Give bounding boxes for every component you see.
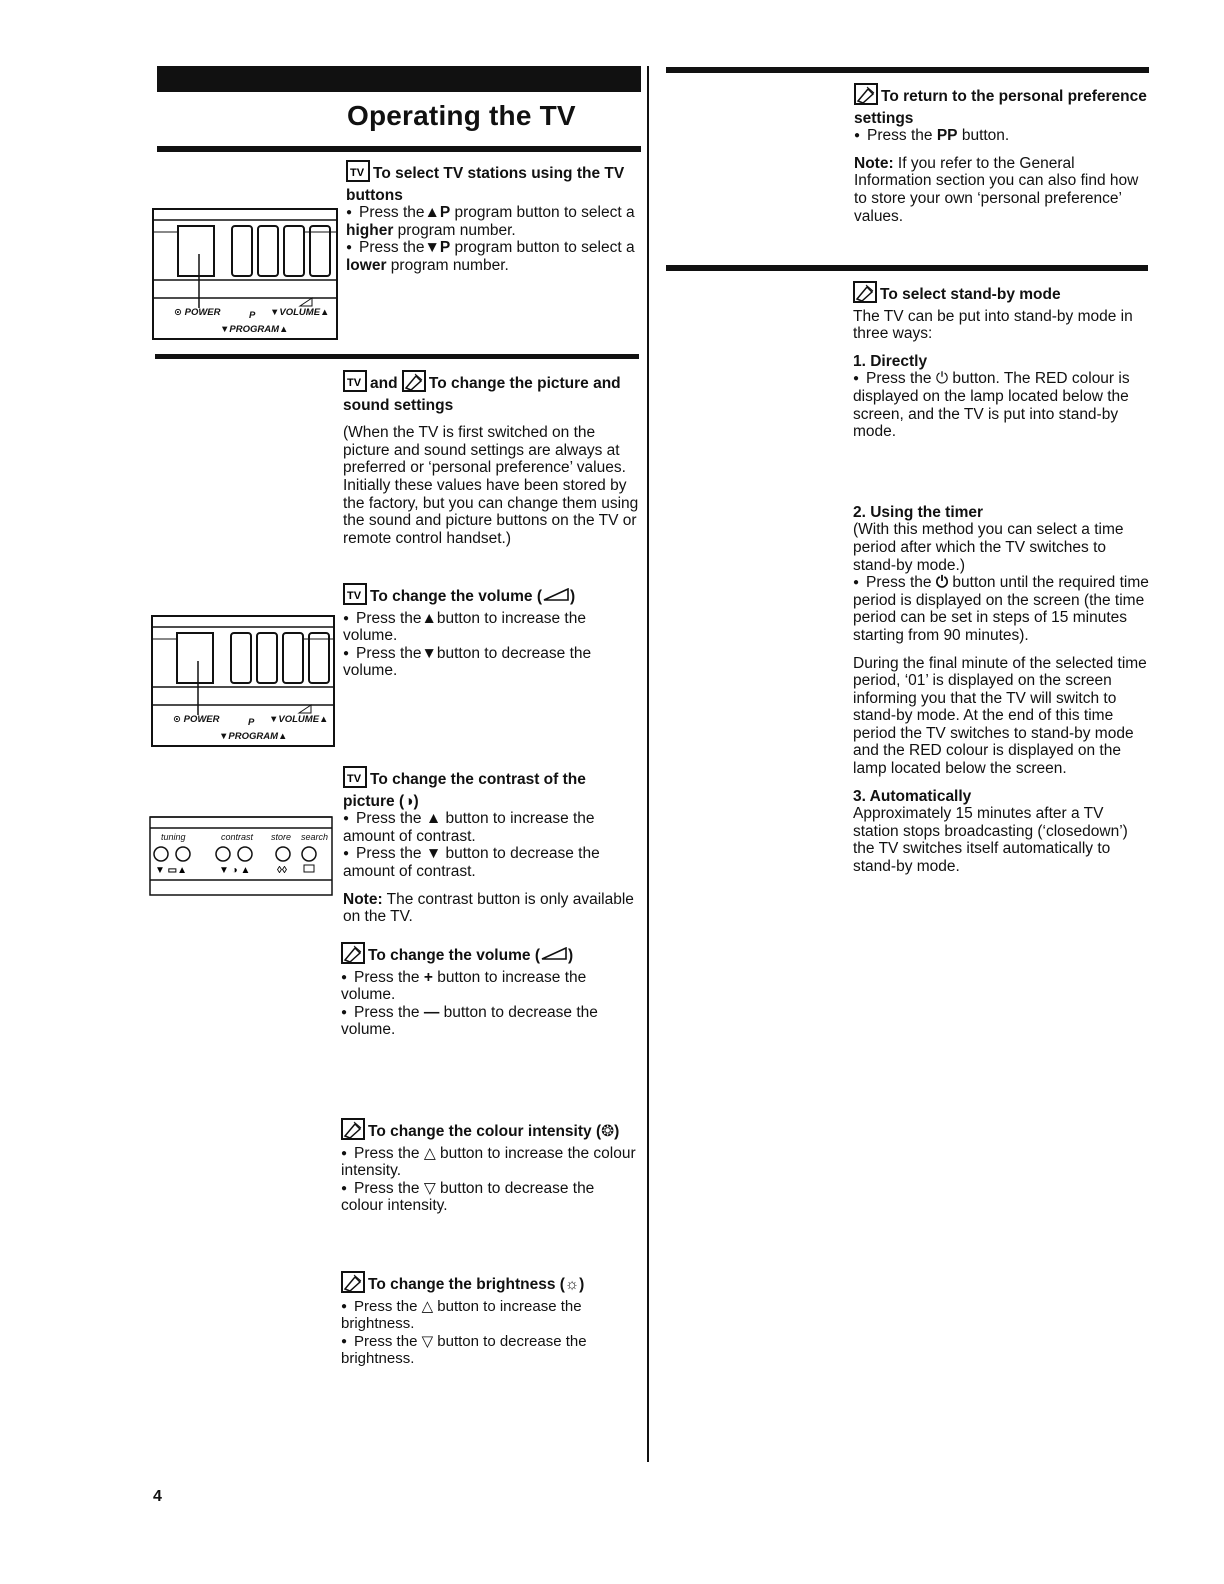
standby-timer-step: ● Press the ⏻ button until the required time period is displayed on the screen (the time period can be set in steps of 15 minutes starting from 90 minutes). [853, 574, 1149, 644]
standby-timer-title: 2. Using the timer [853, 503, 984, 521]
tv-set-icon [343, 583, 367, 610]
standby-auto-text: Approximately 15 minutes after a TV station stops broadcasting (‘closedown’) the TV switches itself automatically to stand-by mode. [853, 805, 1128, 876]
colour-step-2: ● Press the ▽ button to decrease the colour intensity. [341, 1180, 639, 1215]
volume-tv-step-1: ● Press the▲button to increase the volume. [343, 610, 639, 645]
p-label: P [249, 310, 256, 321]
control-label-search: search [301, 832, 329, 842]
volume-label: ▼VOLUME▲ [270, 307, 330, 318]
header-bar-right [666, 67, 1149, 73]
colour-symbol-icon: (❂) [595, 1123, 620, 1140]
brightness-step-2: ● Press the ▽ button to decrease the brightness. [341, 1333, 639, 1368]
section-picture-sound [343, 370, 639, 547]
power-label-icon: ⊙ POWER [173, 714, 220, 725]
contrast-note: Note: The contrast button is only available on the TV. [343, 890, 634, 926]
volume-remote-step-2: ● Press the — button to decrease the volume. [341, 1004, 639, 1039]
tv-panel-drawing [152, 208, 338, 340]
standby-timer-intro: (With this method you can select a time period after which the TV switches to stand-by mode.) [853, 521, 1124, 574]
standby-auto-title: 3. Automatically [853, 787, 972, 805]
svg-text:TV: TV [347, 773, 362, 785]
standby-directly-title: 1. Directly [853, 352, 928, 370]
volume-symbol-icon: ( ) [536, 588, 576, 605]
tv-set-icon [343, 766, 367, 793]
svg-text:◊◊: ◊◊ [277, 865, 287, 876]
remote-control-icon [341, 1271, 365, 1298]
svg-text:▼ ◑ ▲: ▼ ◑ ▲ [219, 865, 251, 876]
section-divider-1 [155, 354, 639, 359]
section-personal-preference [854, 83, 1150, 225]
heading-colour: To change the colour intensity (❂) [341, 1118, 639, 1145]
contrast-step-2: ● Press the ▼ button to decrease the amount of contrast. [343, 845, 639, 880]
section-contrast [343, 766, 639, 926]
control-strip-drawing [149, 816, 333, 896]
volume-remote-step-1: ● Press the + button to increase the volume. [341, 969, 639, 1004]
standby-directly-step: ● Press the ⏻ button. The RED colour is displayed on the lamp located below the screen, and the TV is put into stand-by mode. [853, 370, 1149, 440]
section-volume-tv [343, 583, 639, 680]
tv-front-panel-diagram [152, 208, 338, 340]
remote-control-icon [853, 281, 877, 308]
remote-control-icon [402, 370, 426, 397]
section-brightness [341, 1271, 639, 1368]
heading-contrast: TV To change the contrast of the picture (◑) [343, 766, 639, 810]
column-divider [647, 66, 649, 1462]
page-number: 4 [153, 1488, 162, 1505]
section-volume-remote [341, 942, 639, 1039]
personal-preference-step: ● Press the PP button. [854, 127, 1150, 145]
tv-set-icon [346, 160, 370, 187]
contrast-symbol-icon: (◑) [399, 792, 419, 810]
program-label: ▼PROGRAM▲ [219, 731, 288, 742]
control-label-store: store [271, 832, 292, 842]
brightness-step-1: ● Press the △ button to increase the brightness. [341, 1298, 639, 1333]
section-divider-right [666, 265, 1148, 271]
svg-text:TV: TV [350, 167, 365, 179]
tv-set-icon [343, 370, 367, 397]
standby-final-minute: During the final minute of the selected time period, ‘01’ is displayed on the screen informing you that the TV will switch to stand-by mode. At the end of this time period the TV switches to stand-by mode and the RED colour is displayed on the lamp located below the screen. [853, 654, 1147, 778]
control-strip-diagram [149, 816, 333, 896]
p-label: P [248, 717, 255, 728]
remote-control-icon [341, 942, 365, 969]
heading-brightness: To change the brightness (☼) [341, 1271, 639, 1298]
tv-panel-drawing-2 [151, 615, 335, 747]
heading-personal-preference: To return to the personal preference settings [854, 83, 1150, 127]
remote-control-icon [854, 83, 878, 110]
program-label: ▼PROGRAM▲ [220, 324, 289, 335]
title-underline [157, 146, 641, 152]
brightness-symbol-icon: (☼) [559, 1276, 585, 1293]
tv-front-panel-diagram-2 [151, 615, 335, 747]
power-button-icon: ⏻ [935, 370, 949, 388]
heading-volume-remote: To change the volume ( ) [341, 942, 639, 969]
heading-select-stations: TV To select TV stations using the TV buttons [346, 160, 640, 204]
volume-symbol-icon: ( ) [534, 947, 574, 964]
heading-picture-sound: TV and To change the picture and sound settings [343, 370, 639, 414]
svg-text:▼ ▭▲: ▼ ▭▲ [155, 865, 188, 876]
select-stations-step-2: ● Press the▼P program button to select a lower program number. [346, 239, 640, 274]
control-label-tuning: tuning [161, 832, 186, 842]
remote-control-icon [341, 1118, 365, 1145]
standby-intro: The TV can be put into stand-by mode in three ways: [853, 307, 1133, 343]
svg-text:TV: TV [347, 377, 362, 389]
colour-step-1: ● Press the △ button to increase the colour intensity. [341, 1145, 639, 1180]
picture-sound-body: (When the TV is first switched on the picture and sound settings are always at preferred or ‘personal preference’ values. Initially these values have been stored by the factory, but you can change them using the sound and picture buttons on the TV or remote control handset.) [343, 424, 639, 547]
heading-volume-tv: TV To change the volume ( ) [343, 583, 639, 610]
header-bar-left [157, 66, 641, 92]
section-select-stations [346, 160, 640, 275]
personal-preference-note: Note: If you refer to the General Information section you can also find how to store your own ‘personal preference’ values. [854, 154, 1139, 225]
page-title: Operating the TV [347, 100, 576, 131]
contrast-step-1: ● Press the ▲ button to increase the amount of contrast. [343, 810, 639, 845]
section-standby [853, 281, 1149, 876]
select-stations-step-1: ● Press the▲P program button to select a higher program number. [346, 204, 640, 239]
volume-label: ▼VOLUME▲ [269, 714, 329, 725]
section-colour [341, 1118, 639, 1215]
power-label-icon: ⊙ POWER [174, 307, 221, 318]
volume-tv-step-2: ● Press the▼button to decrease the volume. [343, 645, 639, 680]
control-label-contrast: contrast [221, 832, 254, 842]
heading-standby: To select stand-by mode [853, 281, 1149, 308]
svg-text:TV: TV [347, 590, 362, 602]
timer-button-icon: ⏻ [935, 574, 949, 592]
